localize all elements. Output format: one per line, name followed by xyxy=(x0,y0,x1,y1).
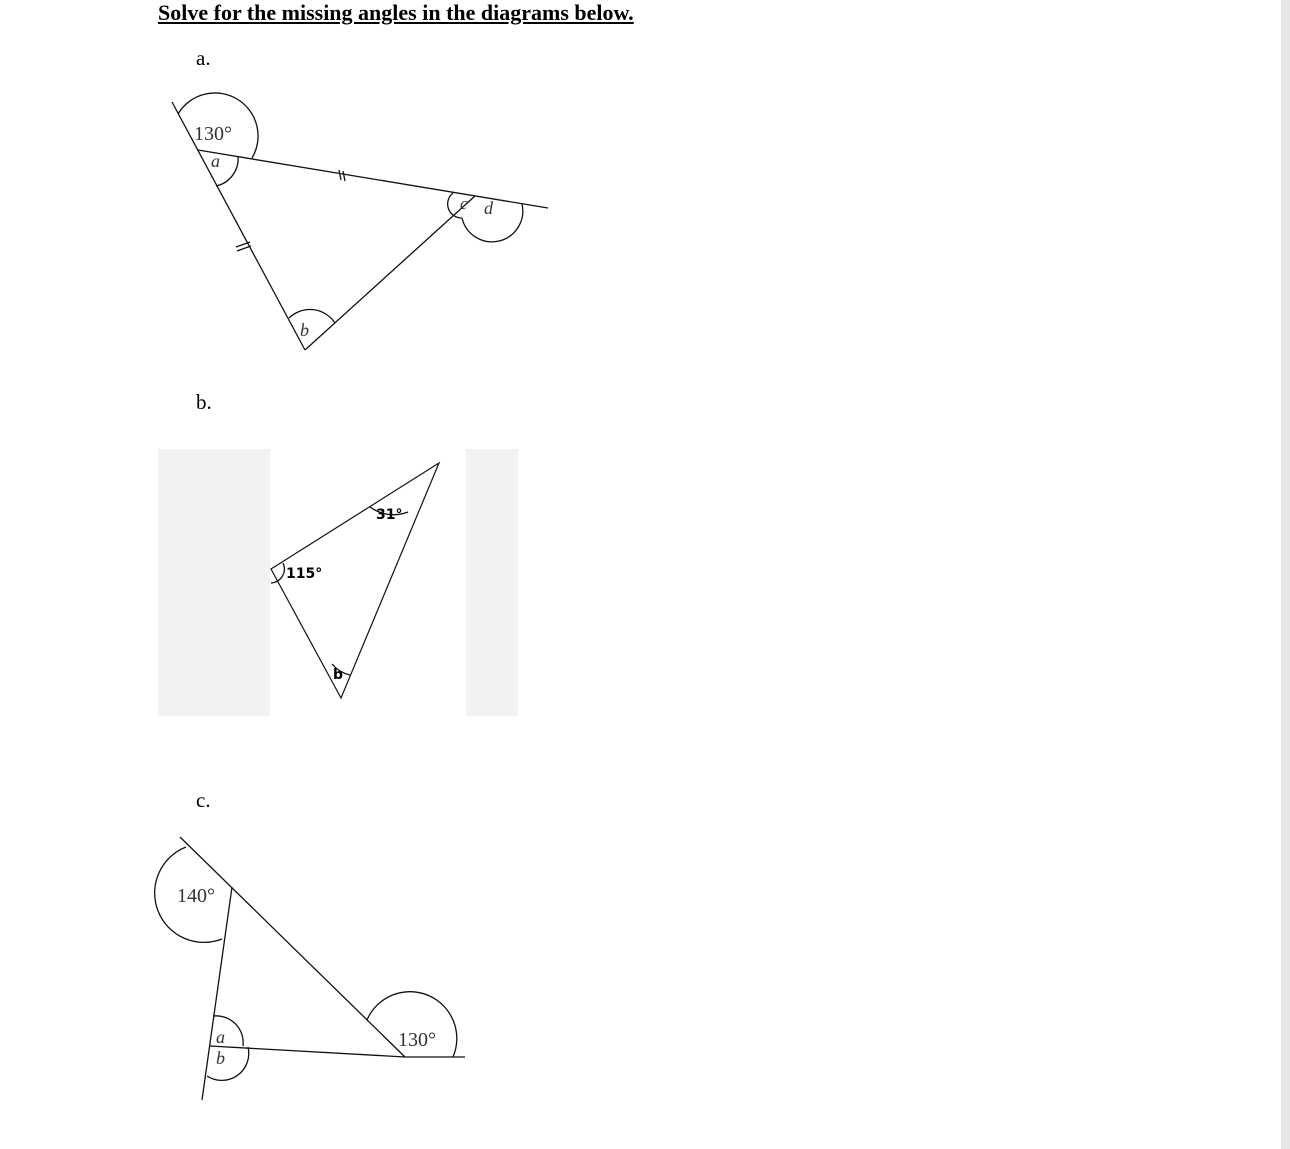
angle-label-130: 130° xyxy=(194,123,232,145)
diagram-a-label: a. xyxy=(196,46,211,70)
angle-label-115: 115° xyxy=(286,566,323,582)
worksheet-title: Solve for the missing angles in the diagrams below. xyxy=(158,0,634,25)
diagram-c-label: c. xyxy=(196,788,211,812)
angle-label-140: 140° xyxy=(177,885,215,907)
diagram-b xyxy=(271,463,439,698)
diagram-b-label: b. xyxy=(196,390,212,414)
angle-label-a: a xyxy=(211,151,220,171)
diagram-a xyxy=(172,93,548,350)
angle-label-b: b xyxy=(333,667,344,683)
angle-label-31: 31° xyxy=(376,507,403,523)
angle-label-b: b xyxy=(300,320,309,340)
angle-label-d: d xyxy=(484,198,493,218)
angle-label-130: 130° xyxy=(398,1029,436,1051)
angle-label-c: c xyxy=(460,194,468,213)
diagram-c xyxy=(155,837,465,1100)
angle-label-a: a xyxy=(216,1027,225,1047)
angle-label-b: b xyxy=(216,1048,225,1068)
